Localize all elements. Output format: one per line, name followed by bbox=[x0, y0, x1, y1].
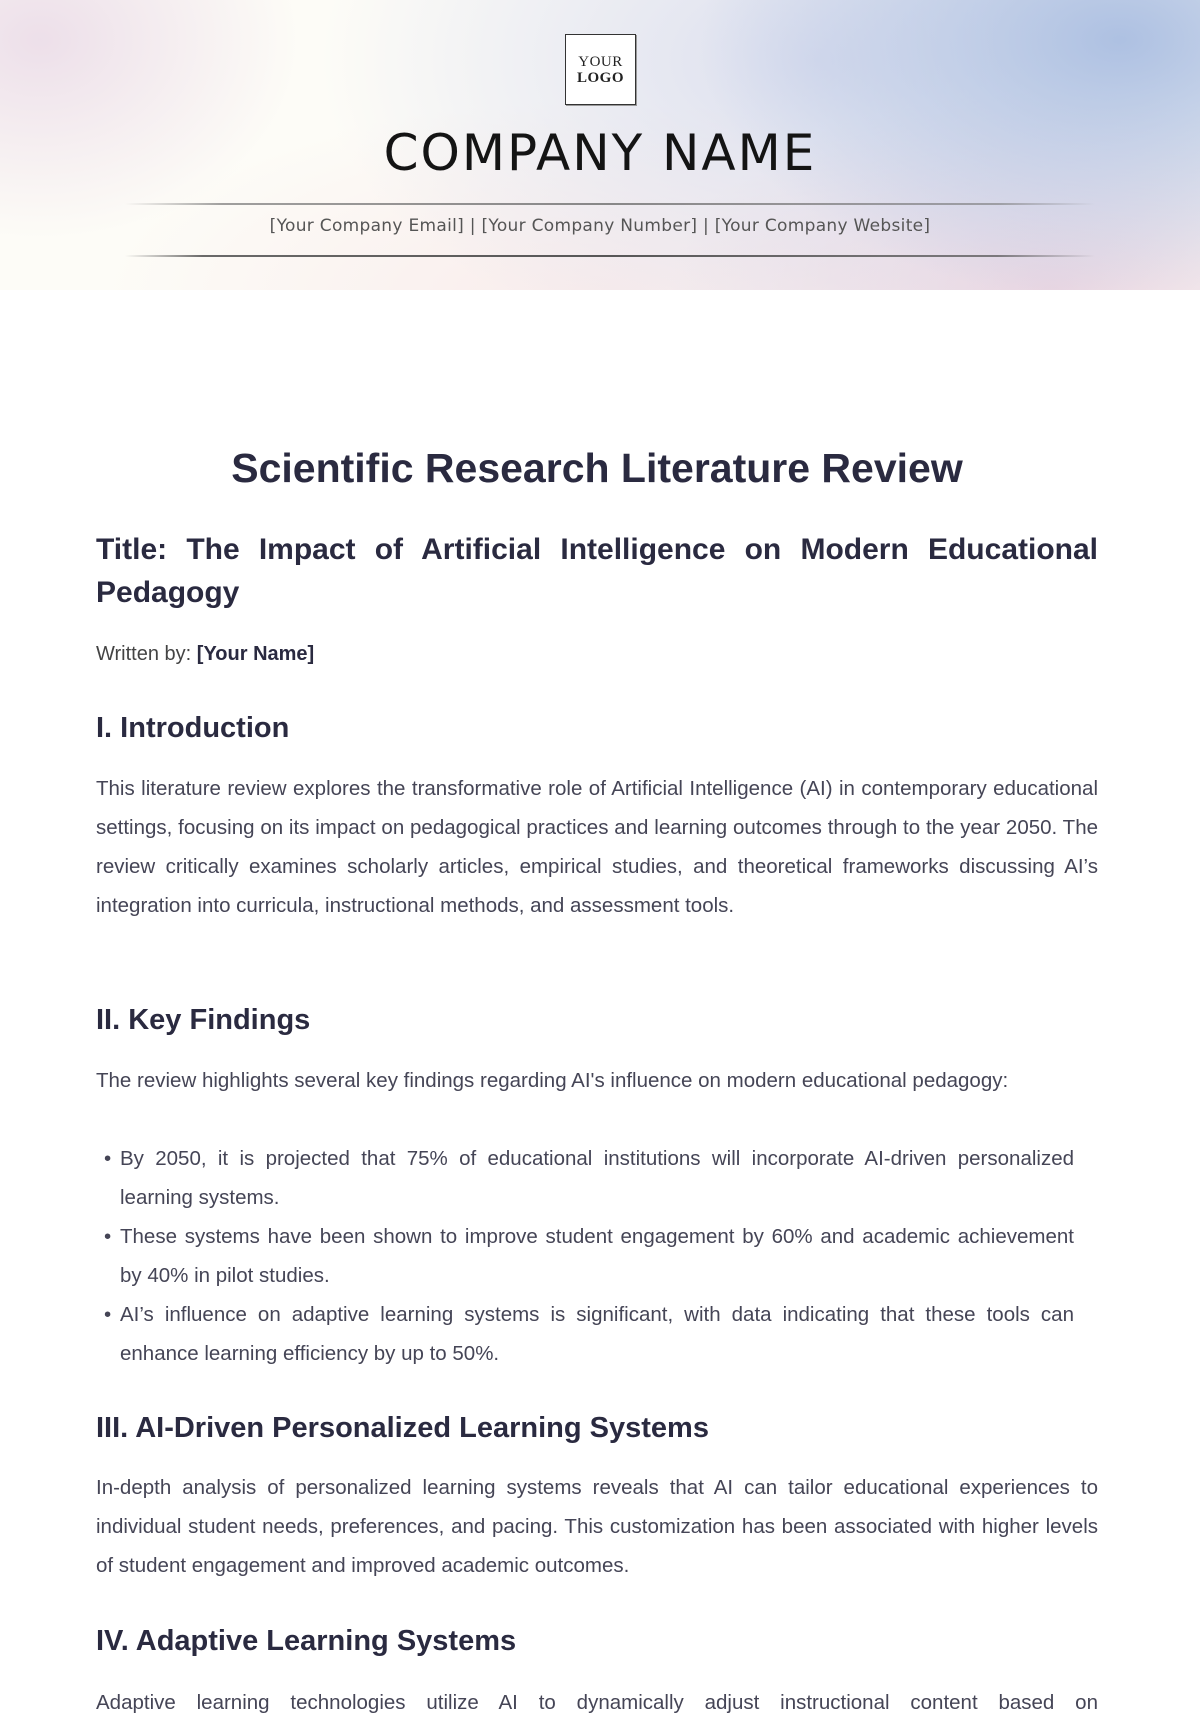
bullet-icon: • bbox=[104, 1147, 112, 1170]
review-subtitle: Title: The Impact of Artificial Intelligence on Modern Educational Pedagogy bbox=[96, 533, 1098, 609]
header-divider-top bbox=[125, 203, 1095, 205]
byline bbox=[96, 640, 314, 668]
bullet-icon: • bbox=[104, 1303, 112, 1326]
logo-text-line2: LOGO bbox=[576, 69, 624, 86]
company-contact-line: [Your Company Email] | [Your Company Number] | [Your Company Website] bbox=[269, 216, 931, 236]
bullet-icon: • bbox=[104, 1225, 112, 1248]
document-title: Scientific Research Literature Review bbox=[231, 445, 963, 491]
company-logo-placeholder bbox=[565, 34, 636, 105]
key-findings-intro: The review highlights several key findings regarding AI's influence on modern educational pedagogy: bbox=[96, 1069, 1009, 1092]
company-name: COMPANY NAME bbox=[383, 124, 817, 182]
adaptive-learning-paragraph: Adaptive learning technologies utilize AI to dynamically adjust instructional content based on bbox=[96, 1691, 1098, 1714]
introduction-paragraph: This literature review explores the transformative role of Artificial Intelligence (AI) in contemporary educational settings, focusing on its impact on pedagogical practices and learning outcomes through to the year 2050. The review critically examines scholarly articles, empirical studies, and theoretical frameworks discussing AI’s integration into curricula, instructional methods, and assessment tools. bbox=[96, 777, 1098, 917]
section-heading-personalized-learning: III. AI-Driven Personalized Learning Systems bbox=[96, 1412, 709, 1444]
list-item bbox=[96, 1217, 1074, 1295]
logo-text-line1: YOUR bbox=[578, 53, 623, 70]
header-divider-bottom bbox=[125, 255, 1095, 257]
section-heading-introduction: I. Introduction bbox=[96, 712, 290, 744]
list-item bbox=[96, 1139, 1074, 1217]
key-findings-list bbox=[96, 1139, 1074, 1373]
finding-text: AI’s influence on adaptive learning systems is significant, with data indicating that these tools can enhance learning efficiency by up to 50%. bbox=[120, 1303, 1074, 1365]
section-heading-adaptive-learning: IV. Adaptive Learning Systems bbox=[96, 1625, 517, 1657]
letterhead-header bbox=[0, 0, 1200, 290]
personalized-learning-paragraph: In-depth analysis of personalized learning systems reveals that AI can tailor educational experiences to individual student needs, preferences, and pacing. This customization has been associated with higher levels of student engagement and improved academic outcomes. bbox=[96, 1476, 1098, 1577]
finding-text: By 2050, it is projected that 75% of educational institutions will incorporate AI-driven personalized learning systems. bbox=[120, 1147, 1074, 1209]
byline-label: Written by: bbox=[96, 643, 192, 665]
section-heading-key-findings: II. Key Findings bbox=[96, 1004, 311, 1036]
finding-text: These systems have been shown to improve student engagement by 60% and academic achievement by 40% in pilot studies. bbox=[120, 1225, 1074, 1287]
author-name: [Your Name] bbox=[196, 643, 315, 665]
list-item bbox=[96, 1295, 1074, 1373]
